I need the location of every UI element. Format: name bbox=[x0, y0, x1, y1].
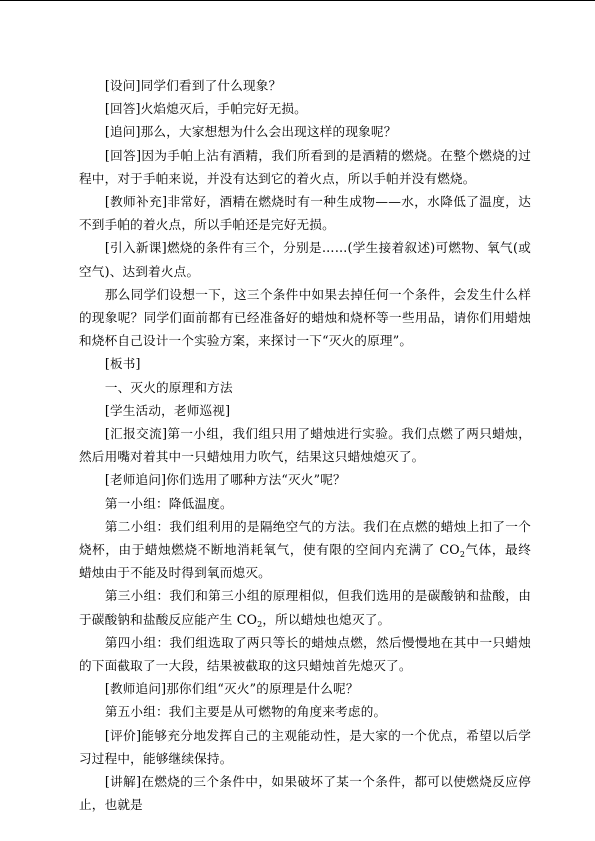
paragraph-answer-2: [回答]因为手帕上沾有酒精，我们所看到的是酒精的燃烧。在整个燃烧的过程中，对于手帕来说，并没有达到它的着火点，所以手帕并没有燃烧。 bbox=[79, 147, 531, 186]
co2-subscript: 2 bbox=[459, 550, 466, 560]
paragraph-evaluation: [评价]能够充分地发挥自己的主观能动性，是大家的一个优点，希望以后学习过程中，能够继续保持。 bbox=[79, 727, 531, 766]
group-2-text-a: 第二小组：我们组利用的是隔绝空气的方法。我们在点燃的蜡烛上扣了一个烧杯，由于蜡烛燃烧不断地消耗氧气，使有限的空间内充满了 CO bbox=[79, 518, 531, 558]
paragraph-answer-1: [回答]火焰熄灭后，手帕完好无损。 bbox=[104, 101, 307, 117]
co2-subscript: 2 bbox=[257, 619, 263, 629]
paragraph-report-group-1: [汇报交流]第一小组，我们组只用了蜡烛进行实验。我们点燃了两只蜡烛，然后用嘴对着其中一只蜡烛用力吹气，结果这只蜡烛熄灭了。 bbox=[79, 426, 531, 465]
paragraph-follow-up-1: [追问]那么，大家想想为什么会出现这样的现象呢？ bbox=[104, 124, 397, 140]
group-3-text-a: 第三小组：我们和第三小组的原理相似，但我们选用的是碳酸钠和盐酸，由于碳酸钠和盐酸反应能产生 CO bbox=[79, 588, 531, 627]
paragraph-group-1: 第一小组：降低温度。 bbox=[104, 495, 233, 511]
paragraph-teacher-follow-up-1: [老师追问]你们选用了哪种方法“灭火”呢？ bbox=[104, 472, 346, 488]
paragraph-explanation: [讲解]在燃烧的三个条件中，如果破坏了某一个条件，都可以使燃烧反应停止，也就是 bbox=[79, 774, 531, 813]
paragraph-teacher-supplement: [教师补充]非常好，酒精在燃烧时有一种生成物——水，水降低了温度，达不到手帕的着火点，所以手帕还是完好无损。 bbox=[79, 194, 531, 233]
paragraph-new-lesson: [引入新课]燃烧的条件有三个，分别是……(学生接着叙述)可燃物、氧气(或空气)、达到着火点。 bbox=[79, 240, 531, 279]
paragraph-question: [设问]同学们看到了什么现象？ bbox=[104, 78, 282, 93]
paragraph-group-5: 第五小组：我们主要是从可燃物的角度来考虑的。 bbox=[104, 704, 387, 720]
group-3-text-b: ，所以蜡烛也熄灭了。 bbox=[262, 611, 391, 627]
section-heading: 一、灭火的原理和方法 bbox=[104, 379, 233, 395]
document-page bbox=[79, 74, 531, 817]
paragraph-group-2 bbox=[79, 515, 531, 585]
paragraph-student-activity: [学生活动，老师巡视] bbox=[104, 402, 231, 418]
paragraph-blackboard: [板书] bbox=[104, 356, 141, 372]
paragraph-design-experiment: 那么同学们设想一下，这三个条件中如果去掉任何一个条件，会发生什么样的现象呢？同学们面前都有已经准备好的蜡烛和烧杯等一些用品，请你们用蜡烛和烧杯自己设计一个实验方案，来探讨一下“灭火的原理”。 bbox=[79, 286, 531, 349]
top-rule bbox=[0, 0, 595, 1]
paragraph-group-3 bbox=[79, 584, 531, 630]
group-2-text-b: 气体，最终蜡烛由于不能及时得到氧而熄灭。 bbox=[79, 542, 532, 581]
paragraph-group-4: 第四小组：我们组选取了两只等长的蜡烛点燃，然后慢慢地在其中一只蜡烛的下面截取了一大段，结果被截取的这只蜡烛首先熄灭了。 bbox=[79, 634, 531, 674]
paragraph-teacher-follow-up-2: [教师追问]那你们组“灭火”的原理是什么呢？ bbox=[104, 681, 359, 697]
